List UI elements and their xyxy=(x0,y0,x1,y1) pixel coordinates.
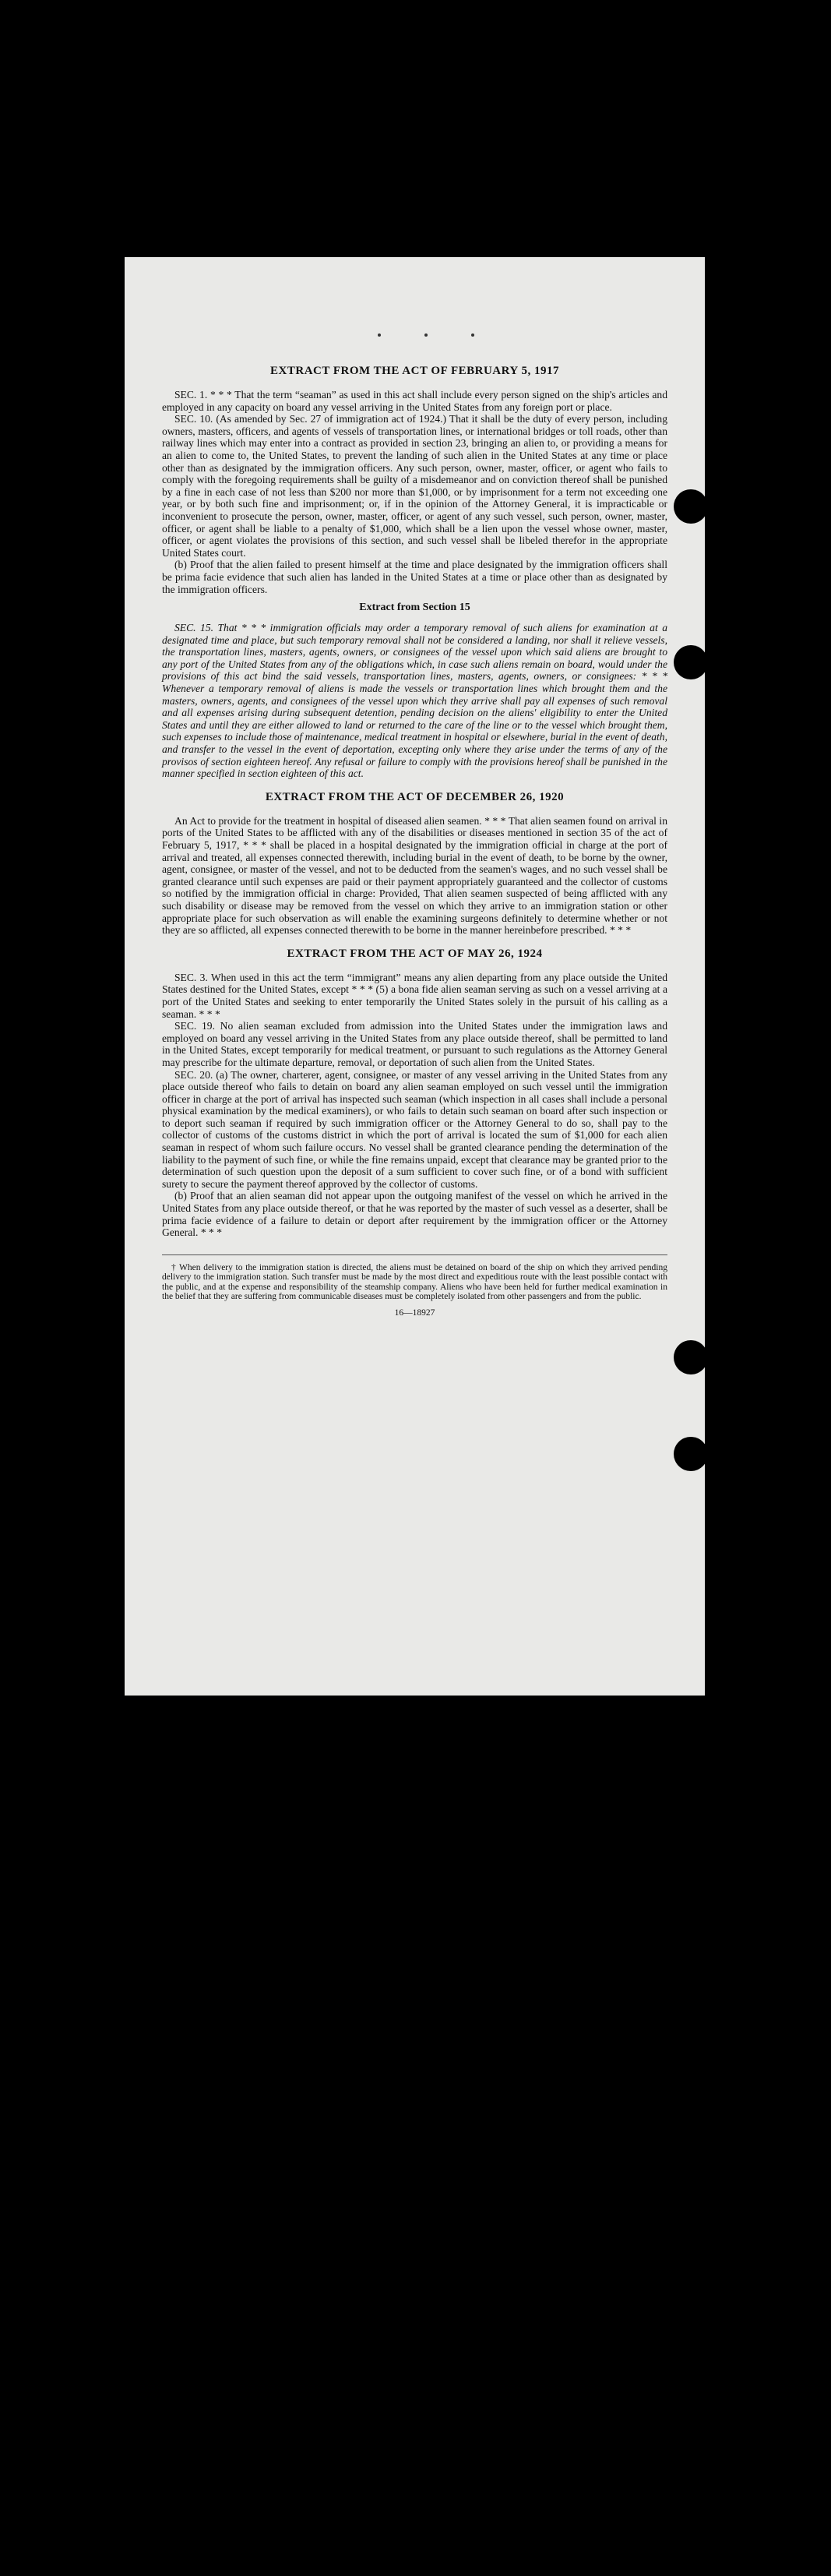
paragraph-sec-10b: (b) Proof that the alien failed to present himself at the time and place designated by the immigration officers shall be prima facie evidence that such alien has landed in the United States at a time or place other than as designated by the immigration officers. xyxy=(162,559,667,595)
form-code: 16—18927 xyxy=(394,1307,435,1318)
footnote-divider xyxy=(162,1254,667,1255)
heading-act-1924: EXTRACT FROM THE ACT OF MAY 26, 1924 xyxy=(287,947,543,960)
document-page xyxy=(125,257,705,1696)
paragraph-sec-15: SEC. 15. That * * * immigration officials may order a temporary removal of such aliens for examination at a designated time and place, but such temporary removal shall not be considered a landing, nor shall it relieve vessels, the transportation lines, masters, agents, owners, or consignees of the vessel upon which said aliens are brought to any port of the United States from any of the obligations which, in case such aliens remain on board, would under the provisions of this act bind the said vessels, transportation lines, masters, agents, owners, or consignees: * * * Whenever a temporary removal of aliens is made the vessels or transportation lines which brought them and the masters, owners, agents, and consignees of the vessel upon which they arrive shall pay all expenses of such removal and all expenses arising during subsequent detention, pending decision on the aliens' eligibility to enter the United States and until they are either allowed to land or returned to the care of the line or to the vessel which brought them, such expenses to include those of maintenance, medical treatment in hospital or elsewhere, burial in the event of death, and transfer to the vessel in the event of deportation, excepting only where they arise under the terms of any of the provisos of section eighteen hereof. Any refusal or failure to comply with the provisions hereof shall be punished in the manner specified in section eighteen of this act. xyxy=(162,622,667,780)
punch-hole-3 xyxy=(674,1340,708,1374)
paragraph-sec-19: SEC. 19. No alien seaman excluded from admission into the United States under the immigration laws and employed on board any vessel arriving in the United States from any place outside thereof, shall be permitted to land in the United States, except temporarily for medical treatment, or pursuant to such regulations as the Attorney General may prescribe for the ultimate departure, removal, or deportation of such alien from the United States. xyxy=(162,1020,667,1068)
document-body xyxy=(162,365,667,1318)
punch-hole-2 xyxy=(674,645,708,679)
punch-hole-4 xyxy=(674,1437,708,1471)
heading-act-1920: EXTRACT FROM THE ACT OF DECEMBER 26, 1920 xyxy=(265,790,565,803)
heading-section-15: Extract from Section 15 xyxy=(359,602,470,614)
footnote: † When delivery to the immigration station is directed, the aliens must be detained on board of the ship on which they arrived pending delivery to the immigration station. Such transfer must be made by the most direct and expeditious route with the least possible contact with the public, and at the expense and responsibility of the steamship company. Aliens who have been held for further medical examination in the belief that they are suffering from communicable diseases must be completely isolated from other passengers and from the public. xyxy=(162,1262,667,1302)
paragraph-sec-10: SEC. 10. (As amended by Sec. 27 of immigration act of 1924.) That it shall be the duty of every person, including owners, masters, officers, and agents of vessels of transportation lines, or international bridges or toll roads, other than railway lines which may enter into a contract as provided in section 23, bringing an alien to, or providing a means for an alien to come to, the United States, to prevent the landing of such alien in the United States at any time or place other than as designated by the immigration officers. Any such person, owner, master, officer, or agent who fails to comply with the foregoing requirements shall be guilty of a misdemeanor and on conviction thereof shall be punished by a fine in each case of not less than $200 nor more than $1,000, or by imprisonment for a term not exceeding one year, or by both such fine and imprisonment; or, if in the opinion of the Attorney General, it is impracticable or inconvenient to prosecute the person, owner, master, officer, or agent of any such vessel, such person, owner, master, officer, or agent shall be liable to a penalty of $1,000, which shall be a lien upon the vessel whose owner, master, officer, or agent violates the provisions of this section, and such vessel shall be libeled therefor in the appropriate United States court. xyxy=(162,413,667,559)
paragraph-sec-1: SEC. 1. * * * That the term “seaman” as used in this act shall include every person signed on the ship's articles and employed in any capacity on board any vessel arriving in the United States from any foreign port or place. xyxy=(162,389,667,413)
punch-marks-top xyxy=(125,333,705,341)
paragraph-sec-20b: (b) Proof that an alien seaman did not appear upon the outgoing manifest of the vessel on which he arrived in the United States from any place outside thereof, or that he was reported by the master of such vessel as a deserter, shall be prima facie evidence of a failure to detain or deport after requirement by the immigration officer or the Attorney General. * * * xyxy=(162,1190,667,1239)
punch-hole-1 xyxy=(674,489,708,524)
paragraph-act-1920: An Act to provide for the treatment in hospital of diseased alien seamen. * * * That alien seamen found on arrival in ports of the United States to be afflicted with any of the disabilities or diseases mentioned in section 35 of the act of February 5, 1917, * * * shall be placed in a hospital designated by the immigration official in charge at the port of arrival and treated, all expenses connected therewith, including burial in the event of death, to be borne by the owner, agent, consignee, or master of the vessel, and not to be deducted from the seamen's wages, and no such vessel shall be granted clearance until such expenses are paid or their payment appropriately guaranteed and the collector of customs so notified by the immigration official in charge: Provided, That alien seamen suspected of being afflicted with any such disability or disease may be removed from the vessel on which they arrive to an immigration station or other appropriate place for such observation as will enable the examining surgeons definitely to determine whether or not they are so afflicted, all expenses connected therewith to be borne in the manner hereinbefore prescribed. * * * xyxy=(162,814,667,937)
heading-act-1917: EXTRACT FROM THE ACT OF FEBRUARY 5, 1917 xyxy=(270,365,559,377)
paragraph-sec-20a: SEC. 20. (a) The owner, charterer, agent, consignee, or master of any vessel arriving in the United States from any place outside thereof who fails to detain on board any alien seaman employed on such vessel until the immigration officer in charge at the port of arrival has inspected such seaman (which inspection in all cases shall include a personal physical examination by the medical examiners), or who fails to detain such seaman on board after such inspection or to deport such seaman if required by such immigration officer or the Attorney General to do so, shall pay to the collector of customs of the customs district in which the port of arrival is located the sum of $1,000 for each alien seaman in respect of whom such failure occurs. No vessel shall be granted clearance pending the determination of the liability to the payment of such fine, or while the fine remains unpaid, except that clearance may be granted prior to the determination of such question upon the deposit of a sum sufficient to cover such fine, or of a bond with sufficient surety to secure the payment thereof approved by the collector of customs. xyxy=(162,1068,667,1190)
paragraph-sec-3: SEC. 3. When used in this act the term “immigrant” means any alien departing from any place outside the United States destined for the United States, except * * * (5) a bona fide alien seaman serving as such on a vessel arriving at a port of the United States and seeking to enter temporarily the United States solely in the pursuit of his calling as a seaman. * * * xyxy=(162,971,667,1020)
